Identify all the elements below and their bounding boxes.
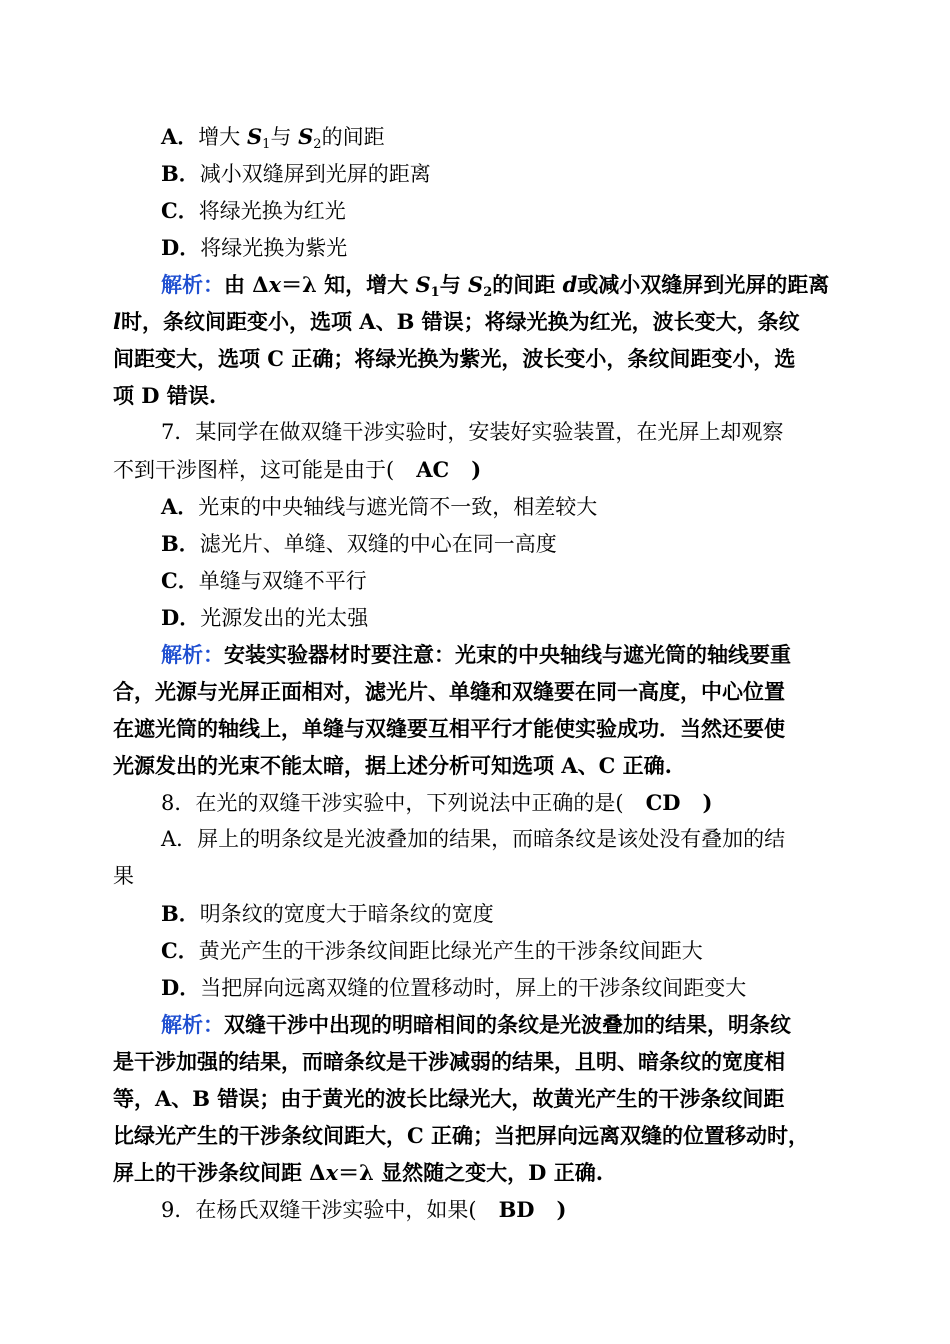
q6-analysis-line-3: 间距变大，选项 C 正确；将绿光换为紫光，波长变小，条纹间距变小，选 bbox=[113, 346, 796, 371]
analysis-label: 解析： bbox=[161, 642, 224, 667]
analysis-label: 解析： bbox=[161, 1012, 224, 1037]
option-letter: D． bbox=[161, 605, 201, 630]
option-text: 光束的中央轴线与遮光筒不一致，相差较大 bbox=[198, 495, 598, 519]
analysis-text: 屏上的干涉条纹间距 Δ bbox=[113, 1160, 326, 1185]
analysis-text: 或减小双缝屏到光屏的距离 bbox=[577, 272, 830, 297]
q7-option-d bbox=[161, 599, 368, 637]
q8-option-d bbox=[161, 969, 746, 1007]
option-text: 光源发出的光太强 bbox=[200, 606, 369, 630]
analysis-text: 双缝干涉中出现的明暗相间的条纹是光波叠加的结果，明条纹 bbox=[224, 1012, 791, 1037]
q8-analysis-line-1 bbox=[161, 1006, 791, 1043]
option-letter: A． bbox=[161, 494, 199, 519]
var-s: S bbox=[468, 272, 484, 297]
subscript: 2 bbox=[313, 137, 322, 152]
q7-option-b bbox=[161, 525, 557, 563]
q6-analysis-line-4: 项 D 错误. bbox=[113, 383, 217, 408]
option-text: 当把屏向远离双缝的位置移动时，屏上的干涉条纹间距变大 bbox=[200, 976, 747, 1000]
q8-option-c bbox=[161, 932, 703, 970]
option-text: 减小双缝屏到光屏的距离 bbox=[199, 162, 431, 186]
option-letter: B． bbox=[161, 901, 200, 926]
stem-text: ) bbox=[471, 457, 482, 482]
answer-text: AC bbox=[416, 457, 450, 482]
q7-stem-line-1: 7．某同学在做双缝干涉实验时，安装好实验装置，在光屏上却观察 bbox=[161, 420, 784, 444]
subscript: 2 bbox=[483, 285, 493, 300]
option-letter: B． bbox=[161, 161, 200, 186]
q7-analysis-line-2: 合，光源与光屏正面相对，滤光片、单缝和双缝要在同一高度，中心位置 bbox=[113, 679, 785, 704]
option-text: 黄光产生的干涉条纹间距比绿光产生的干涉条纹间距大 bbox=[198, 939, 703, 963]
q9-stem bbox=[161, 1191, 566, 1229]
stem-text: ) bbox=[702, 790, 713, 815]
analysis-text: 由 Δ bbox=[224, 272, 269, 297]
analysis-text: 的间距 bbox=[492, 272, 563, 297]
answer-text: CD bbox=[645, 790, 681, 815]
option-letter: C． bbox=[161, 568, 199, 593]
analysis-text: 安装实验器材时要注意：光束的中央轴线与遮光筒的轴线要重 bbox=[224, 642, 791, 667]
q8-analysis-line-4: 比绿光产生的干涉条纹间距大，C 正确；当把屏向远离双缝的位置移动时， bbox=[113, 1123, 810, 1148]
q6-option-a bbox=[161, 118, 385, 156]
q8-analysis-line-3: 等，A、B 错误；由于黄光的波长比绿光大，故黄光产生的干涉条纹间距 bbox=[113, 1086, 785, 1111]
option-letter: B． bbox=[161, 531, 200, 556]
option-text: 明条纹的宽度大于暗条纹的宽度 bbox=[199, 902, 494, 926]
q8-analysis-line-2: 是干涉加强的结果，而暗条纹是干涉减弱的结果，且明、暗条纹的宽度相 bbox=[113, 1049, 785, 1074]
q7-analysis-line-4: 光源发出的光束不能太暗，据上述分析可知选项 A、C 正确. bbox=[113, 753, 672, 778]
option-letter: C． bbox=[161, 938, 199, 963]
option-text: 增大 bbox=[198, 125, 247, 149]
q7-analysis-line-1 bbox=[161, 636, 791, 673]
q8-stem bbox=[161, 784, 712, 822]
q6-option-d bbox=[161, 229, 347, 267]
var-s: S bbox=[246, 124, 263, 149]
option-text: 将绿光换为紫光 bbox=[200, 236, 348, 260]
q8-option-a-line-2: 果 bbox=[113, 864, 134, 888]
subscript: 1 bbox=[262, 137, 271, 152]
q6-option-b bbox=[161, 155, 431, 193]
var-x: x bbox=[325, 1160, 339, 1185]
stem-text: ) bbox=[556, 1197, 567, 1222]
option-letter: D． bbox=[161, 975, 201, 1000]
option-letter: C． bbox=[161, 198, 199, 223]
var-l: l bbox=[113, 309, 121, 334]
option-text: 单缝与双缝不平行 bbox=[198, 569, 367, 593]
option-letter: A． bbox=[161, 124, 199, 149]
option-text: 与 bbox=[270, 125, 299, 149]
q8-option-a-line-1: A．屏上的明条纹是光波叠加的结果，而暗条纹是该处没有叠加的结 bbox=[161, 827, 786, 851]
var-s: S bbox=[415, 272, 431, 297]
q8-option-b bbox=[161, 895, 494, 933]
q7-option-a bbox=[161, 488, 597, 526]
stem-text: 8．在光的双缝干涉实验中，下列说法中正确的是( bbox=[161, 791, 624, 815]
q7-option-c bbox=[161, 562, 367, 600]
subscript: 1 bbox=[430, 285, 440, 300]
q6-analysis-line-2 bbox=[113, 303, 800, 340]
q6-analysis-line-1 bbox=[161, 266, 829, 303]
analysis-text: ＝λ 显然随之变大，D 正确. bbox=[338, 1160, 604, 1185]
analysis-label: 解析： bbox=[161, 272, 224, 297]
option-text: 的间距 bbox=[321, 125, 385, 149]
option-text: 将绿光换为红光 bbox=[198, 199, 346, 223]
q7-analysis-line-3: 在遮光筒的轴线上，单缝与双缝要互相平行才能使实验成功．当然还要使 bbox=[113, 716, 785, 741]
var-d: d bbox=[562, 272, 578, 297]
analysis-text: 与 bbox=[439, 272, 469, 297]
q8-analysis-line-5 bbox=[113, 1154, 603, 1191]
stem-text: 9．在杨氏双缝干涉实验中，如果( bbox=[161, 1198, 477, 1222]
option-letter: D． bbox=[161, 235, 201, 260]
analysis-text: 时，条纹间距变小，选项 A、B 错误；将绿光换为红光，波长变大，条纹 bbox=[120, 309, 800, 334]
q6-option-c bbox=[161, 192, 346, 230]
stem-text: 不到干涉图样，这可能是由于( bbox=[113, 458, 395, 482]
analysis-text: ＝λ 知，增大 bbox=[281, 272, 416, 297]
var-x: x bbox=[268, 272, 282, 297]
option-text: 滤光片、单缝、双缝的中心在同一高度 bbox=[199, 532, 557, 556]
q7-stem-line-2 bbox=[113, 451, 481, 489]
var-s: S bbox=[298, 124, 314, 149]
answer-text: BD bbox=[498, 1197, 535, 1222]
